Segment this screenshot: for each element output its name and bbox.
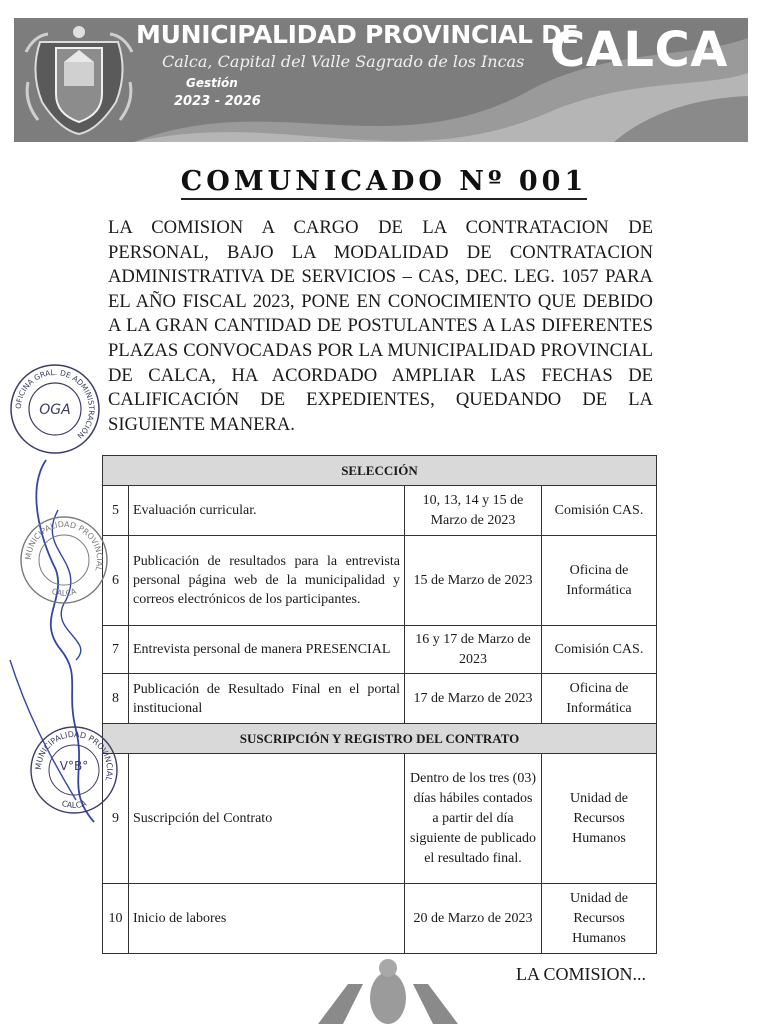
row-responsible: Oficina de Informática <box>542 674 657 724</box>
row-date: Dentro de los tres (03) días hábiles contados a partir del día siguiente de publicado el resultado final. <box>405 754 542 884</box>
stamp3-ring-text: MUNICIPALIDAD PROVINCIAL <box>33 729 115 783</box>
row-activity: Entrevista personal de manera PRESENCIAL <box>129 626 405 674</box>
oga-stamp <box>8 362 102 456</box>
row-responsible: Comisión CAS. <box>542 486 657 536</box>
city-name: CALCA <box>550 22 728 78</box>
row-responsible: Comisión CAS. <box>542 626 657 674</box>
municipality-motto: Calca, Capital del Valle Sagrado de los Incas <box>162 52 525 71</box>
table-row <box>103 754 657 884</box>
row-number: 7 <box>103 626 129 674</box>
svg-text:CALCA <box>50 586 78 598</box>
stamp3-center-text: V°B° <box>59 759 89 773</box>
row-number: 5 <box>103 486 129 536</box>
municipal-stamp <box>18 514 110 606</box>
row-activity: Inicio de labores <box>129 884 405 954</box>
table-row <box>103 674 657 724</box>
municipal-crest-logo <box>20 22 138 138</box>
svg-text:CALCA <box>60 798 88 810</box>
section-header-seleccion: SELECCIÓN <box>103 456 657 486</box>
row-activity: Publicación de Resultado Final en el portal institucional <box>129 674 405 724</box>
document-title-text: COMUNICADO Nº 001 <box>181 166 587 200</box>
closing-text: LA COMISION... <box>516 964 647 984</box>
document-title <box>0 166 768 197</box>
header-banner <box>14 18 748 142</box>
body-paragraph: LA COMISION A CARGO DE LA CONTRATACION DE PERSONAL, BAJO LA MODALIDAD DE CONTRATACION ADMINISTRATIVA DE SERVICIOS – CAS, DEC. LEG. 1057 PARA EL AÑO FISCAL 2023, PONE EN CONOCIMIENTO QUE DEBIDO A LA GRAN CANTIDAD DE POSTULANTES A LAS DIFERENTES PLAZAS CONVOCADAS POR LA MUNICIPALIDAD PROVINCIAL DE CALCA, HA ACORDADO AMPLIAR LAS FECHAS DE CALIFICACIÓN DE EXPEDIENTES, QUEDANDO DE LA SIGUIENTE MANERA. <box>108 217 653 435</box>
stamp1-center-text: OGA <box>39 402 71 418</box>
visto-bueno-stamp <box>28 724 120 816</box>
row-responsible: Unidad de Recursos Humanos <box>542 754 657 884</box>
table-row <box>103 626 657 674</box>
row-activity: Suscripción del Contrato <box>129 754 405 884</box>
row-responsible: Oficina de Informática <box>542 536 657 626</box>
schedule-table <box>102 455 657 954</box>
row-activity: Publicación de resultados para la entrevista personal página web de la municipalidad y correos electrónicos de los participantes. <box>129 536 405 626</box>
row-number: 10 <box>103 884 129 954</box>
stamp1-ring-text: OFICINA GRAL. DE ADMINISTRACIÓN <box>13 367 97 441</box>
bottom-logo-fragment <box>318 954 458 1024</box>
stamp2-ring-text: MUNICIPALIDAD PROVINCIAL <box>23 519 105 573</box>
row-responsible: Unidad de Recursos Humanos <box>542 884 657 954</box>
gestion-years: 2023 - 2026 <box>174 94 261 109</box>
row-date: 10, 13, 14 y 15 de Marzo de 2023 <box>405 486 542 536</box>
municipality-title: MUNICIPALIDAD PROVINCIAL DE <box>136 20 579 49</box>
row-date: 20 de Marzo de 2023 <box>405 884 542 954</box>
row-number: 8 <box>103 674 129 724</box>
table-row <box>103 486 657 536</box>
section-header-contrato: SUSCRIPCIÓN Y REGISTRO DEL CONTRATO <box>103 724 657 754</box>
gestion-label: Gestión <box>186 76 238 90</box>
row-date: 15 de Marzo de 2023 <box>405 536 542 626</box>
row-number: 9 <box>103 754 129 884</box>
row-date: 16 y 17 de Marzo de 2023 <box>405 626 542 674</box>
stamp2-bottom-text: CALCA <box>50 586 78 599</box>
table-row <box>103 536 657 626</box>
stamp3-bottom-text: CALCA <box>60 798 88 811</box>
row-number: 6 <box>103 536 129 626</box>
row-activity: Evaluación curricular. <box>129 486 405 536</box>
table-row <box>103 884 657 954</box>
row-date: 17 de Marzo de 2023 <box>405 674 542 724</box>
